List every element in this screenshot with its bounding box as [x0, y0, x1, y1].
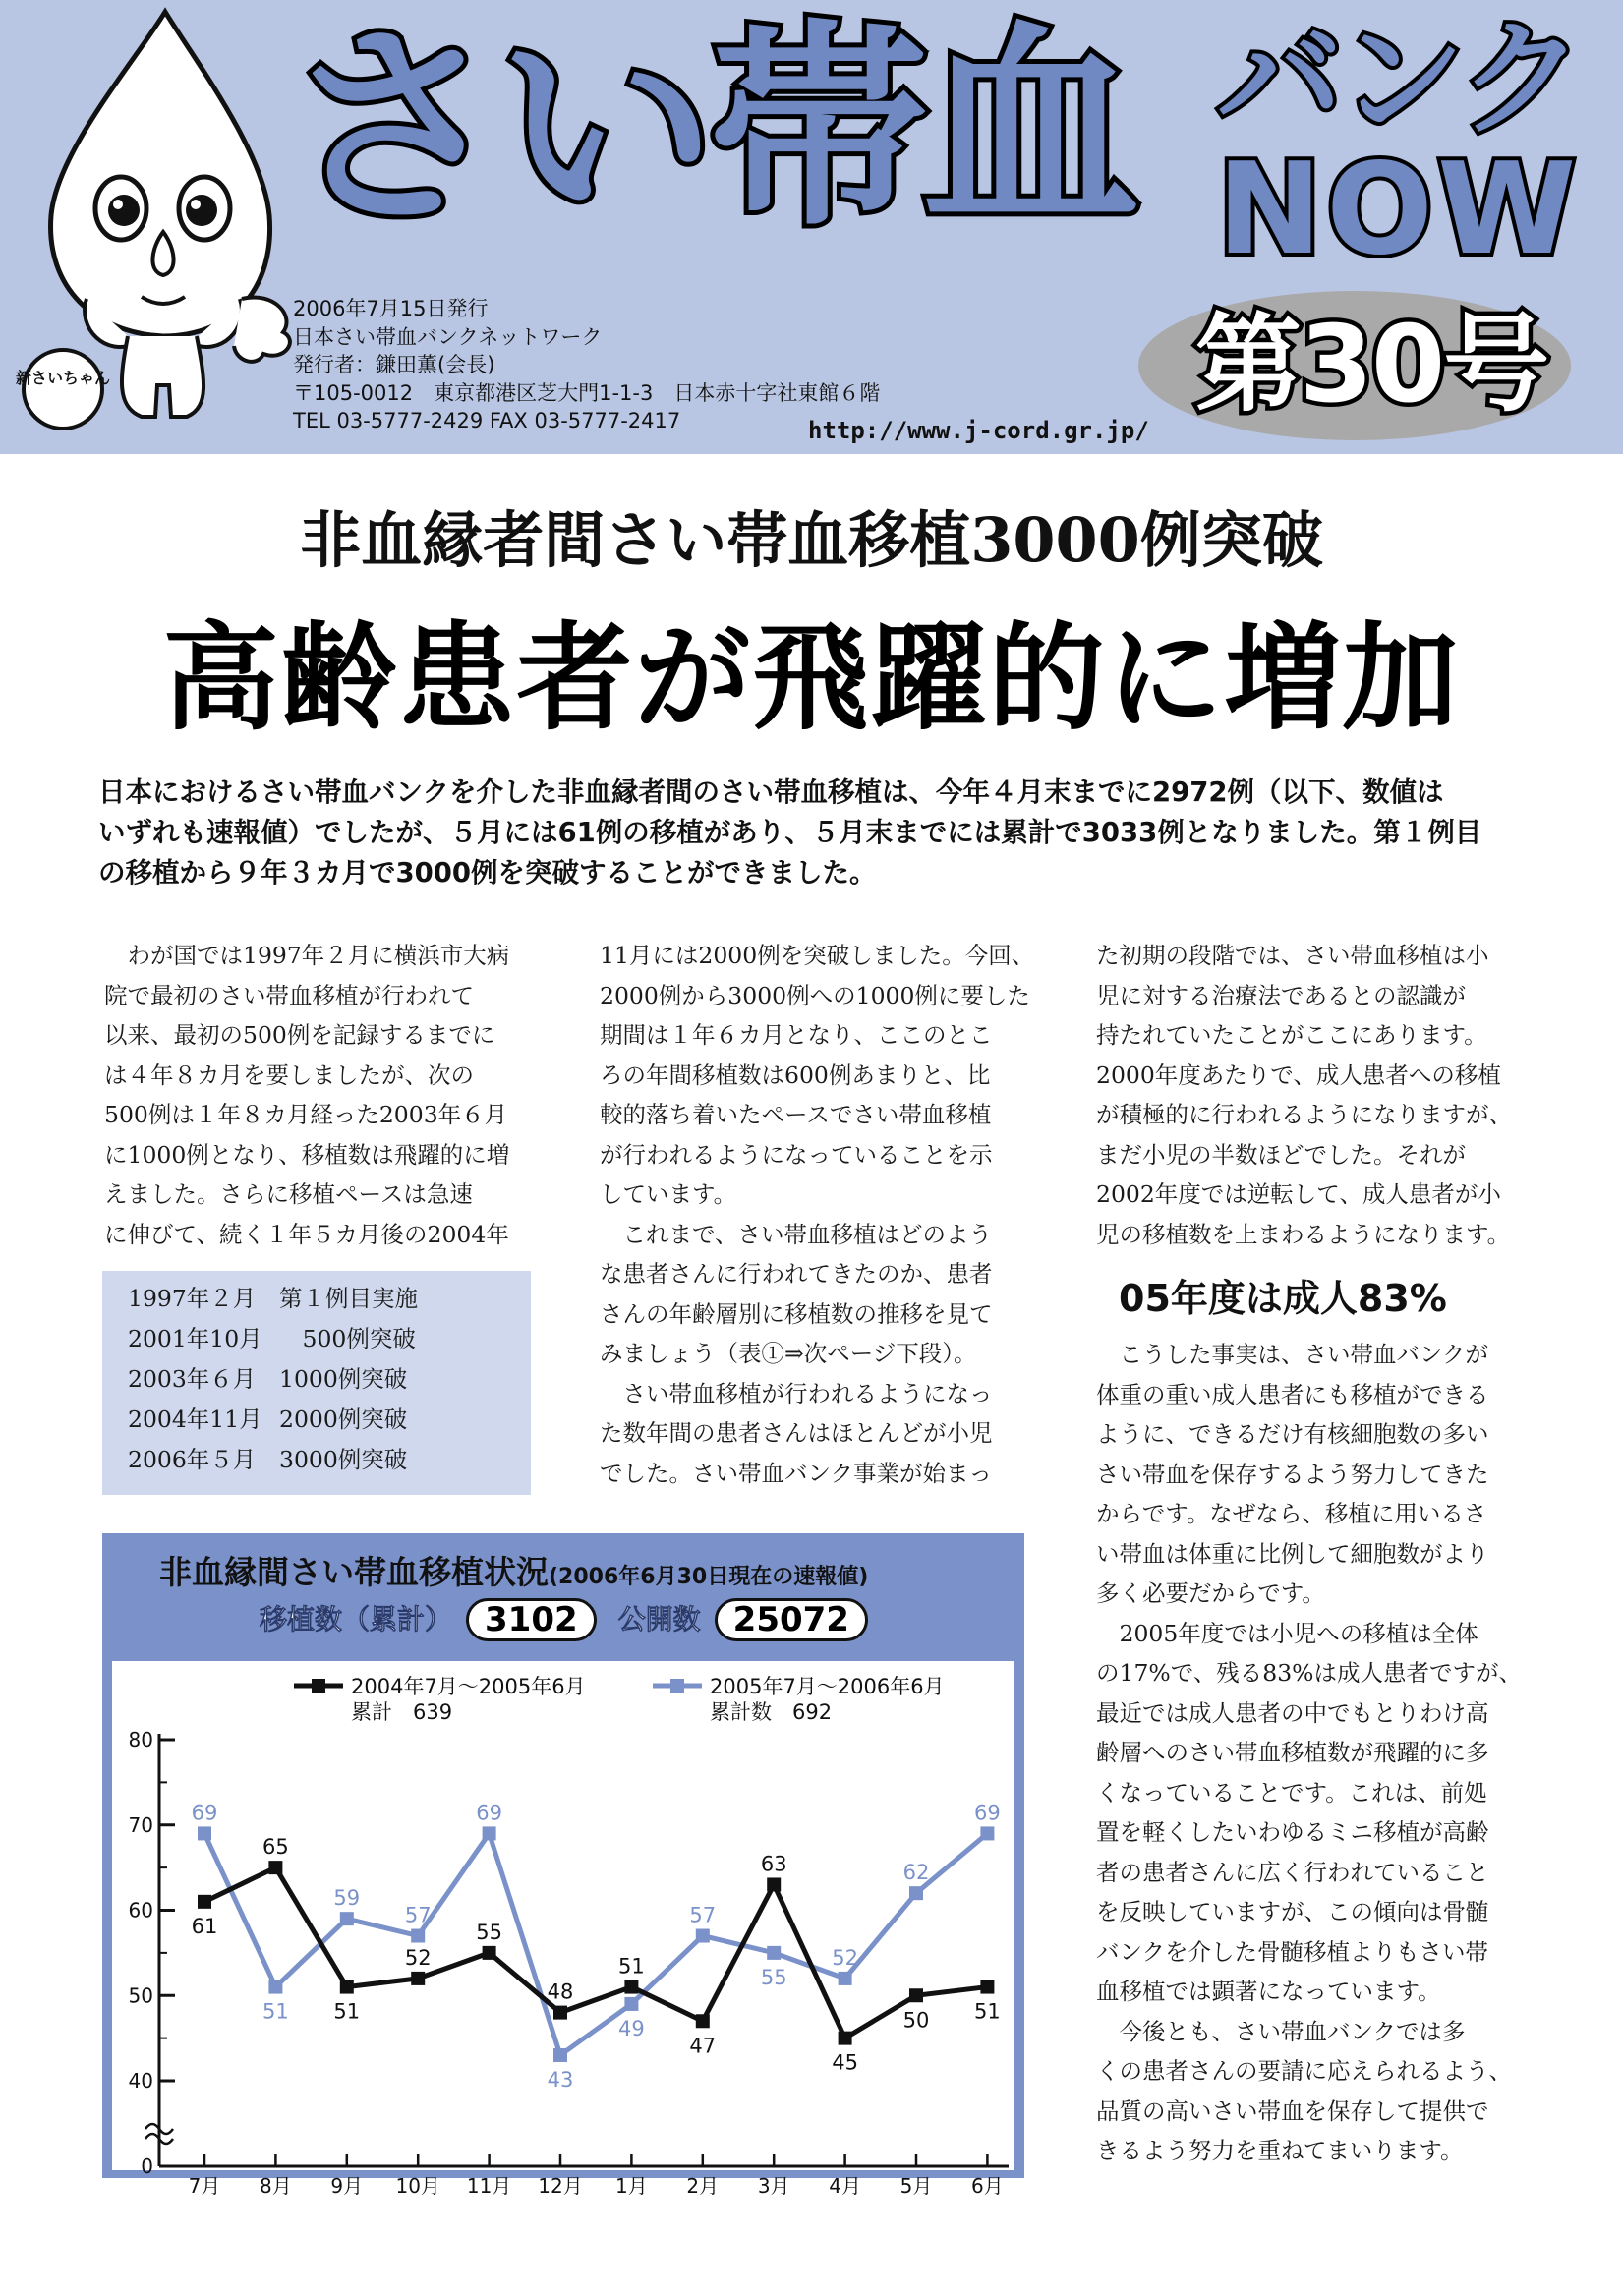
- timeline-box: [102, 1271, 531, 1495]
- timeline-row: [128, 1279, 531, 1319]
- issue-number: 第30号: [1194, 304, 1548, 427]
- body-line: さい帯血移植が行われるようになっ: [600, 1379, 993, 1407]
- data-point-marker: [980, 1826, 994, 1840]
- y-tick-label: 50: [128, 1983, 153, 2008]
- body-line: な患者さんに行われてきたのか、患者: [600, 1260, 993, 1288]
- body-line: 2002年度では逆転して、成人患者が小: [1096, 1180, 1501, 1208]
- x-tick-label: 10月: [395, 2174, 440, 2198]
- body-line: バンクを介した骨髄移植よりもさい帯: [1096, 1937, 1489, 1966]
- lead-line: の移植から９年３カ月で3000例を突破することができました。: [98, 857, 877, 889]
- body-line: 今後とも、さい帯血バンクでは多: [1096, 2017, 1466, 2045]
- mascot-drop-illustration: [15, 4, 303, 446]
- data-point-marker: [340, 1980, 354, 1994]
- timeline-date: 2001年10月: [128, 1325, 262, 1352]
- body-line: 院で最初のさい帯血移植が行われて: [104, 981, 474, 1009]
- x-tick-label: 8月: [260, 2174, 292, 2198]
- body-line: まだ小児の半数ほどでした。それが: [1096, 1140, 1466, 1169]
- data-point-marker: [696, 2014, 710, 2028]
- timeline-date: 2006年５月: [128, 1446, 257, 1473]
- body-line: 体重の重い成人患者にも移植ができる: [1096, 1380, 1489, 1408]
- data-point-marker: [198, 1826, 211, 1840]
- data-point-marker: [767, 1946, 781, 1960]
- data-label: 51: [974, 1999, 1001, 2024]
- series-line: [204, 1867, 987, 2038]
- pub-url-link[interactable]: http://www.j-cord.gr.jp/: [808, 417, 1149, 444]
- data-point-marker: [411, 1929, 425, 1943]
- data-label: 43: [547, 2067, 574, 2092]
- body-column-3: [1096, 936, 1544, 1254]
- lead-line: 日本におけるさい帯血バンクを介した非血縁者間のさい帯血移植は、今年４月末までに2972例（以下、数値は: [98, 776, 1444, 808]
- x-tick-label: 7月: [188, 2174, 221, 2198]
- x-tick-label: 5月: [899, 2174, 933, 2198]
- data-label: 48: [547, 1980, 574, 2004]
- data-label: 51: [333, 1999, 361, 2024]
- body-column-1: [104, 936, 537, 1254]
- timeline-date: 1997年２月: [128, 1285, 257, 1312]
- body-column-3-continued: [1096, 1335, 1544, 2171]
- data-point-marker: [553, 2006, 567, 2020]
- legend-series-name: 2005年7月〜2006年6月: [710, 1675, 945, 1698]
- body-line: さい帯血を保存するよう努力してきた: [1096, 1460, 1489, 1488]
- data-label: 62: [902, 1861, 930, 1885]
- data-point-marker: [839, 1972, 852, 1985]
- x-tick-label: 6月: [971, 2174, 1004, 2198]
- stat-transplant-label: 移植数（累計）: [260, 1603, 453, 1636]
- body-line: 以来、最初の500例を記録するまでに: [104, 1021, 495, 1049]
- chart-title-text: 非血縁間さい帯血移植状況: [159, 1553, 549, 1591]
- masthead: [0, 0, 1623, 454]
- body-line: でした。さい帯血バンク事業が始まっ: [600, 1459, 993, 1487]
- chart-plot-area: [112, 1661, 1014, 2198]
- chart-title: [159, 1553, 868, 1597]
- data-point-marker: [411, 1972, 425, 1985]
- body-line: しています。: [600, 1180, 737, 1208]
- body-line: ように、できるだけ有核細胞数の多い: [1096, 1420, 1489, 1448]
- body-line: 置を軽くしたいわゆるミニ移植が高齢: [1096, 1818, 1489, 1846]
- timeline-row: [128, 1400, 531, 1440]
- headline-sub: 非血縁者間さい帯血移植3000例突破: [300, 504, 1323, 576]
- timeline-event: 1000例突破: [279, 1365, 408, 1393]
- data-point-marker: [483, 1946, 496, 1960]
- body-line: こうした事実は、さい帯血バンクが: [1096, 1341, 1489, 1368]
- timeline-event: 第１例目実施: [279, 1285, 418, 1312]
- data-label: 65: [262, 1835, 289, 1860]
- timeline-date: 2003年６月: [128, 1365, 257, 1393]
- logo-main: さい帯血: [285, 2, 1134, 256]
- stat-transplant-value: 3102: [466, 1598, 597, 1641]
- lead-paragraph: [98, 773, 1526, 893]
- data-point-marker: [909, 1886, 923, 1900]
- data-label: 51: [618, 1954, 645, 1979]
- line-chart: [112, 1661, 1014, 2198]
- data-label: 57: [689, 1903, 717, 1927]
- body-line: い帯血は体重に比例して細胞数がより: [1096, 1539, 1489, 1568]
- body-line: さんの年齢層別に移植数の推移を見て: [600, 1299, 993, 1328]
- pub-date: 2006年7月15日発行: [293, 297, 489, 320]
- data-label: 47: [689, 2034, 717, 2058]
- body-line: わが国では1997年２月に横浜市大病: [104, 942, 510, 969]
- pub-org: 日本さい帯血バンクネットワーク: [293, 324, 603, 349]
- mascot-badge: 新さいちゃん: [15, 369, 111, 387]
- chart-subtitle: (2006年6月30日現在の速報値): [549, 1565, 869, 1589]
- data-label: 55: [760, 1965, 787, 1989]
- mascot-badge-circle: [24, 350, 102, 429]
- body-line: 11月には2000例を突破しました。今回、: [600, 942, 1035, 969]
- timeline-row: [128, 1319, 531, 1359]
- body-column-2: [600, 936, 1044, 1493]
- timeline-date: 2004年11月: [128, 1406, 262, 1433]
- data-label: 45: [832, 2050, 858, 2075]
- x-tick-label: 4月: [829, 2174, 861, 2198]
- section-heading: 05年度は成人83%: [1119, 1277, 1447, 1320]
- body-line: を反映していますが、この傾向は骨髄: [1096, 1898, 1489, 1925]
- body-line: 期間は１年６カ月となり、ここのとこ: [600, 1021, 993, 1049]
- body-line: くの患者さんの要請に応えられるよう、: [1096, 2057, 1512, 2085]
- pub-address: 〒105-0012 東京都港区芝大門1-1-3 日本赤十字社東館６階: [293, 380, 881, 405]
- pub-publisher: 発行者：鎌田薫(会長): [293, 353, 495, 376]
- data-label: 51: [262, 1999, 289, 2024]
- publication-info: [293, 295, 880, 435]
- logo-bank: バンク: [1217, 7, 1581, 153]
- headline-main: 高齢患者が飛躍的に増加: [162, 610, 1461, 746]
- data-point-marker: [340, 1912, 354, 1925]
- data-point-marker: [268, 1861, 282, 1874]
- data-label: 61: [191, 1914, 218, 1938]
- body-line: 持たれていたことがここにあります。: [1096, 1021, 1487, 1049]
- body-line: 血移植では顕著になっています。: [1096, 1978, 1441, 2005]
- x-tick-label: 1月: [615, 2174, 648, 2198]
- body-line: 児に対する治療法であるとの認識が: [1096, 981, 1466, 1009]
- data-point-marker: [198, 1895, 211, 1909]
- x-tick-label: 11月: [466, 2174, 512, 2198]
- x-tick-label: 3月: [757, 2174, 790, 2198]
- body-line: 2005年度では小児への移植は全体: [1096, 1619, 1478, 1647]
- chart-stats: [260, 1598, 890, 1641]
- data-label: 52: [832, 1945, 858, 1970]
- data-label: 50: [902, 2008, 930, 2033]
- body-line: が積極的に行われるようになりますが、: [1096, 1101, 1512, 1128]
- body-line: は４年８カ月を要しましたが、次の: [104, 1061, 474, 1089]
- legend-marker: [670, 1679, 684, 1693]
- body-line: 者の患者さんに広く行われていること: [1096, 1858, 1489, 1886]
- data-label: 59: [333, 1886, 361, 1911]
- legend-marker: [312, 1679, 325, 1693]
- timeline-event: 2000例突破: [279, 1406, 408, 1433]
- body-line: に1000例となり、移植数は飛躍的に増: [104, 1140, 510, 1169]
- data-label: 55: [476, 1920, 502, 1944]
- data-label: 57: [404, 1903, 432, 1927]
- timeline-event: 500例突破: [279, 1325, 416, 1352]
- x-tick-label: 9月: [330, 2174, 364, 2198]
- body-line: えました。さらに移植ペースは急速: [104, 1180, 473, 1208]
- lead-line: いずれも速報値）でしたが、５月には61例の移植があり、５月末までには累計で3033例となりました。第１例目: [98, 817, 1482, 848]
- y-tick-label: 80: [128, 1728, 153, 1751]
- data-label: 69: [191, 1801, 218, 1825]
- legend-series-total: 累計数 692: [710, 1700, 833, 1724]
- body-line: きるよう努力を重ねてまいります。: [1096, 2137, 1464, 2164]
- data-point-marker: [483, 1826, 496, 1840]
- body-line: 2000年度あたりで、成人患者への移植: [1096, 1061, 1501, 1089]
- data-point-marker: [696, 1929, 710, 1943]
- data-point-marker: [624, 1997, 638, 2011]
- body-line: からです。なぜなら、移植に用いるさ: [1096, 1500, 1487, 1527]
- logo-now: NOW: [1217, 137, 1581, 283]
- legend-series-name: 2004年7月〜2005年6月: [351, 1675, 586, 1698]
- body-line: 品質の高いさい帯血を保存して提供で: [1096, 2096, 1489, 2125]
- body-line: 多く必要だからです。: [1096, 1579, 1325, 1607]
- body-line: が行われるようになっていることを示: [600, 1140, 993, 1169]
- body-line: た数年間の患者さんはほとんどが小児: [600, 1419, 993, 1447]
- y-tick-label: 40: [128, 2069, 153, 2093]
- x-tick-label: 12月: [538, 2174, 583, 2198]
- body-line: 齢層へのさい帯血移植数が飛躍的に多: [1096, 1739, 1489, 1766]
- body-line: 500例は１年８カ月経った2003年６月: [104, 1101, 508, 1128]
- body-line: みましょう（表①⇒次ページ下段）。: [600, 1340, 977, 1367]
- pub-phone: TEL 03-5777-2429 FAX 03-5777-2417: [293, 409, 681, 432]
- data-point-marker: [980, 1980, 994, 1994]
- legend-series-total: 累計 639: [351, 1700, 453, 1724]
- body-line: 児の移植数を上まわるようになります。: [1096, 1220, 1511, 1248]
- body-line: これまで、さい帯血移植はどのよう: [600, 1220, 993, 1248]
- data-point-marker: [624, 1980, 638, 1994]
- body-line: 較的落ち着いたペースでさい帯血移植: [600, 1101, 992, 1128]
- chart-panel: [102, 1533, 1024, 2198]
- y-tick-label: 60: [128, 1898, 153, 1923]
- data-point-marker: [767, 1877, 781, 1891]
- data-label: 52: [404, 1945, 432, 1970]
- timeline-row: [128, 1440, 531, 1480]
- body-line: くなっていることです。これは、前処: [1096, 1778, 1487, 1807]
- body-line: 最近では成人患者の中でもとりわけ高: [1096, 1698, 1489, 1727]
- body-line: 2000例から3000例への1000例に要した: [600, 981, 1030, 1009]
- data-point-marker: [909, 1988, 923, 2002]
- y-tick-label: 70: [128, 1812, 153, 1837]
- body-line: に伸びて、続く１年５カ月後の2004年: [104, 1220, 509, 1248]
- data-label: 69: [476, 1801, 502, 1825]
- body-line: の17%で、残る83%は成人患者ですが、: [1096, 1659, 1522, 1687]
- data-point-marker: [268, 1980, 282, 1994]
- timeline-event: 3000例突破: [279, 1446, 408, 1473]
- data-label: 69: [974, 1801, 1001, 1825]
- timeline-row: [128, 1359, 531, 1400]
- data-label: 49: [618, 2016, 645, 2040]
- data-label: 63: [760, 1852, 787, 1876]
- body-line: た初期の段階では、さい帯血移植は小: [1096, 942, 1489, 969]
- data-point-marker: [839, 2032, 852, 2045]
- y-tick-label: 0: [141, 2154, 153, 2178]
- stat-public-label: 公開数: [617, 1603, 701, 1636]
- x-tick-label: 2月: [686, 2174, 720, 2198]
- data-point-marker: [553, 2048, 567, 2062]
- stat-public-value: 25072: [715, 1598, 868, 1641]
- body-line: ろの年間移植数は600例あまりと、比: [600, 1061, 991, 1089]
